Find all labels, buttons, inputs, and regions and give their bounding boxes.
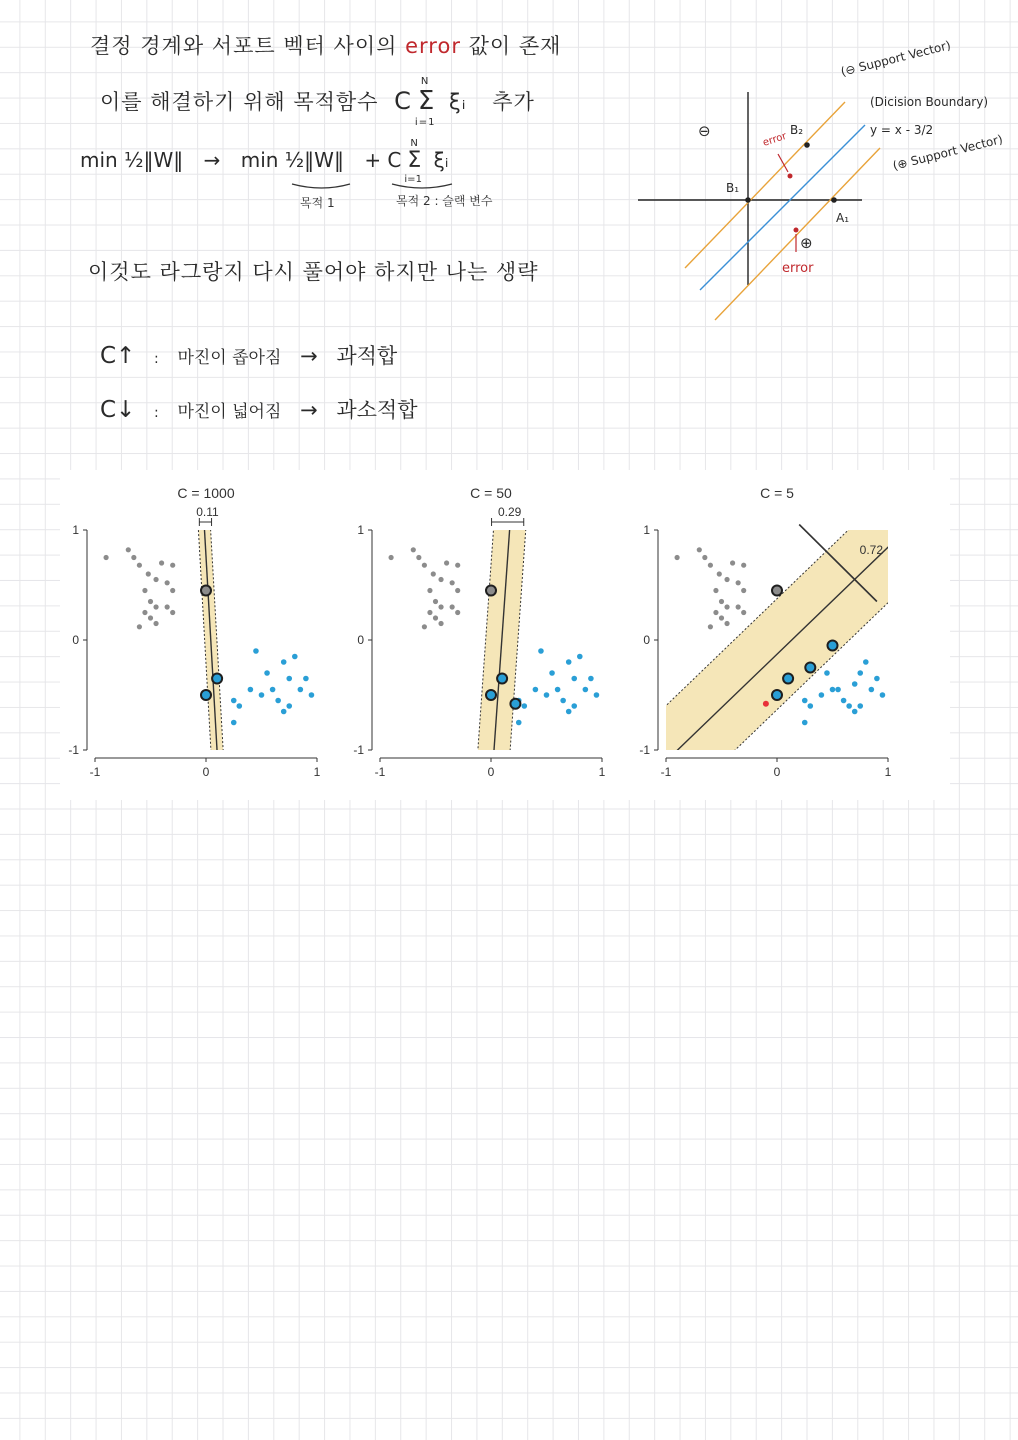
y-tick-label: 1 — [643, 523, 650, 537]
gray-point — [153, 621, 158, 626]
blue-point — [298, 687, 304, 693]
error-point — [763, 701, 769, 707]
support-vector — [772, 586, 782, 596]
pos-sv-label: (⊕ Support Vector) — [891, 132, 1005, 173]
point-a1 — [831, 197, 837, 203]
blue-point — [566, 659, 572, 665]
blue-point — [863, 659, 869, 665]
error-point-top — [788, 174, 793, 179]
blue-point — [281, 709, 287, 715]
gray-point — [444, 560, 449, 565]
x-tick-label: 0 — [487, 765, 495, 779]
blue-point — [588, 676, 594, 682]
y-tick-label: 0 — [643, 633, 650, 647]
gray-point — [433, 615, 438, 620]
note-text: 결정 경계와 서포트 벡터 사이의 — [90, 34, 398, 58]
gray-point — [153, 604, 158, 609]
gray-point — [146, 571, 151, 576]
blue-point — [275, 698, 281, 704]
gray-point — [736, 604, 741, 609]
support-vector — [783, 674, 793, 684]
blue-point — [270, 687, 276, 693]
gray-point — [389, 555, 394, 560]
chart-panel-3 — [353, 276, 1018, 1065]
plot-area — [457, 271, 544, 1047]
chart-title: C = 5 — [760, 485, 794, 501]
note-text: 추가 — [492, 90, 535, 114]
gray-point — [422, 563, 427, 568]
blue-point — [857, 670, 863, 676]
gray-point — [724, 621, 729, 626]
note-text: 값이 존재 — [468, 34, 562, 58]
decision-boundary — [473, 273, 528, 1046]
blue-point — [555, 687, 561, 693]
colon: : — [154, 405, 159, 421]
margin-width-label: 0.11 — [196, 505, 219, 519]
gray-point — [455, 588, 460, 593]
gray-point — [165, 580, 170, 585]
blue-point — [248, 687, 254, 693]
gray-point — [170, 588, 175, 593]
c-up: C↑ — [100, 343, 136, 369]
blue-point — [522, 703, 528, 709]
xi-symbol: ξᵢ — [449, 90, 467, 114]
blue-point — [544, 692, 550, 698]
x-tick-label: 0 — [773, 765, 781, 779]
gray-point — [148, 615, 153, 620]
blue-point — [571, 676, 577, 682]
blue-point — [259, 692, 265, 698]
c-symbol: C — [394, 87, 412, 115]
x-tick-label: 1 — [884, 765, 892, 779]
chart-panel-2 — [353, 271, 605, 1047]
blue-point — [286, 703, 292, 709]
sum-upper: N — [410, 138, 418, 149]
blue-point — [309, 692, 315, 698]
gray-point — [126, 547, 131, 552]
y-tick-label: 1 — [72, 523, 79, 537]
blue-point — [874, 676, 880, 682]
blue-point — [577, 654, 583, 660]
gray-point — [170, 610, 175, 615]
blue-point — [857, 703, 863, 709]
blue-point — [566, 709, 572, 715]
gray-point — [724, 604, 729, 609]
support-vector — [201, 586, 211, 596]
gray-point — [422, 624, 427, 629]
blue-point — [880, 692, 886, 698]
gray-point — [142, 610, 147, 615]
gray-point — [438, 577, 443, 582]
gray-point — [131, 555, 136, 560]
note-line-6 — [100, 394, 418, 424]
support-vector — [497, 674, 507, 684]
blue-point — [802, 720, 808, 726]
gray-point — [741, 563, 746, 568]
gray-point — [708, 624, 713, 629]
note-text: 마진이 넓어짐 — [177, 402, 282, 422]
gray-point — [675, 555, 680, 560]
y-tick-label: 0 — [72, 633, 79, 647]
gray-point — [159, 560, 164, 565]
gray-point — [450, 604, 455, 609]
margin-edge-lower — [353, 276, 1018, 1008]
error-word: error — [405, 34, 461, 58]
blue-point — [560, 698, 566, 704]
blue-point — [583, 687, 589, 693]
y-tick-label: 1 — [357, 523, 364, 537]
gray-point — [455, 563, 460, 568]
note-result: 과적합 — [336, 344, 398, 368]
blue-point — [237, 703, 243, 709]
chart-title: C = 1000 — [177, 485, 235, 501]
support-vector — [772, 690, 782, 700]
arrow-icon: → — [300, 344, 318, 368]
blue-point — [231, 698, 237, 704]
gray-point — [741, 610, 746, 615]
blue-point — [286, 676, 292, 682]
blue-point — [533, 687, 539, 693]
gray-point — [148, 599, 153, 604]
y-tick-label: -1 — [353, 743, 364, 757]
chart-title: C = 50 — [470, 485, 512, 501]
gray-point — [713, 588, 718, 593]
y-tick-label: -1 — [639, 743, 650, 757]
support-vector — [828, 641, 838, 651]
x-tick-label: -1 — [374, 765, 386, 779]
minus-region-icon: ⊖ — [698, 122, 711, 140]
plus-region-icon: ⊕ — [800, 234, 813, 252]
objective-left: min ½‖W‖ — [80, 148, 184, 172]
y-tick-label: -1 — [68, 743, 79, 757]
gray-point — [170, 563, 175, 568]
gray-point — [433, 599, 438, 604]
blue-point — [516, 720, 522, 726]
gray-point — [724, 577, 729, 582]
gray-point — [142, 588, 147, 593]
note-line-4: 이것도 라그랑지 다시 풀어야 하지만 나는 생략 — [88, 260, 539, 284]
b2-label: B₂ — [790, 123, 804, 137]
gray-point — [427, 610, 432, 615]
gray-point — [697, 547, 702, 552]
note-text: 이를 해결하기 위해 목적함수 — [100, 90, 379, 114]
blue-point — [538, 648, 544, 654]
sum-lower: i=1 — [414, 117, 436, 128]
gray-point — [736, 580, 741, 585]
gray-point — [431, 571, 436, 576]
x-tick-label: 0 — [202, 765, 210, 779]
colon: : — [154, 351, 159, 367]
support-vector — [486, 690, 496, 700]
note-text: 마진이 좁아짐 — [177, 348, 282, 368]
note-result: 과소적합 — [336, 398, 418, 422]
margin-width-label: 0.29 — [497, 505, 522, 519]
c-down: C↓ — [100, 397, 136, 423]
decision-boundary-equation: y = x - 3/2 — [870, 123, 934, 137]
support-vector — [510, 699, 520, 709]
x-tick-label: -1 — [89, 765, 101, 779]
blue-point — [819, 692, 825, 698]
gray-point — [702, 555, 707, 560]
gray-point — [165, 604, 170, 609]
x-tick-label: -1 — [660, 765, 672, 779]
gray-point — [416, 555, 421, 560]
svm-charts — [0, 470, 1018, 810]
gray-point — [730, 560, 735, 565]
margin-band — [353, 276, 1018, 1065]
blue-point — [852, 709, 858, 715]
gray-point — [438, 621, 443, 626]
plus-c: + C — [364, 148, 402, 172]
margin-width-label: 0.72 — [859, 543, 884, 558]
svm-diagram — [630, 30, 1010, 330]
blue-point — [253, 648, 259, 654]
a1-label: A₁ — [836, 211, 850, 225]
blue-point — [808, 703, 814, 709]
blue-point — [292, 654, 298, 660]
xi-symbol: ξᵢ — [433, 148, 449, 172]
gray-point — [104, 555, 109, 560]
blue-point — [846, 703, 852, 709]
blue-point — [594, 692, 600, 698]
gray-point — [450, 580, 455, 585]
blue-point — [852, 681, 858, 687]
blue-point — [303, 676, 309, 682]
blue-point — [264, 670, 270, 676]
plot-area — [353, 276, 1018, 1065]
note-line-5 — [100, 340, 397, 370]
arrow-icon: → — [300, 398, 318, 422]
decision-boundary — [381, 305, 1018, 1037]
error-label-bottom: error — [782, 261, 814, 276]
gray-point — [708, 563, 713, 568]
gray-point — [411, 547, 416, 552]
support-vector — [201, 690, 211, 700]
y-tick-label: 0 — [357, 633, 364, 647]
gray-point — [741, 588, 746, 593]
x-tick-label: 1 — [313, 765, 321, 779]
objective-1-label: 목적 1 — [300, 196, 335, 210]
gray-point — [719, 615, 724, 620]
point-b1 — [745, 197, 751, 203]
gray-point — [438, 604, 443, 609]
support-vector — [805, 663, 815, 673]
blue-point — [231, 720, 237, 726]
sigma-symbol: Σ N i=1 — [414, 76, 436, 128]
decision-boundary-label: (Dicision Boundary) — [870, 95, 989, 109]
blue-point — [835, 687, 841, 693]
gray-point — [713, 610, 718, 615]
gray-point — [137, 563, 142, 568]
gray-point — [137, 624, 142, 629]
objective-2-label: 목적 2 : 슬랙 변수 — [396, 194, 493, 208]
gray-point — [719, 599, 724, 604]
b1-label: B₁ — [726, 181, 740, 195]
sigma-symbol: Σ N i=1 — [404, 138, 422, 185]
objective-1: min ½‖W‖ — [240, 148, 344, 172]
blue-point — [869, 687, 875, 693]
support-vector — [212, 674, 222, 684]
blue-point — [571, 703, 577, 709]
pos-margin-line — [715, 148, 880, 320]
blue-point — [549, 670, 555, 676]
sum-lower: i=1 — [404, 174, 422, 185]
blue-point — [802, 698, 808, 704]
error-point-bottom — [794, 228, 799, 233]
sum-upper: N — [420, 76, 430, 87]
blue-point — [824, 670, 830, 676]
blue-point — [830, 687, 836, 693]
gray-point — [427, 588, 432, 593]
arrow-icon: → — [203, 148, 221, 172]
blue-point — [841, 698, 847, 704]
gray-point — [717, 571, 722, 576]
point-b2 — [804, 142, 810, 148]
support-vector — [486, 586, 496, 596]
x-tick-label: 1 — [598, 765, 606, 779]
blue-point — [281, 659, 287, 665]
error-label-top: error — [761, 130, 788, 149]
gray-point — [153, 577, 158, 582]
gray-point — [455, 610, 460, 615]
neg-sv-label: (⊖ Support Vector) — [839, 38, 953, 79]
